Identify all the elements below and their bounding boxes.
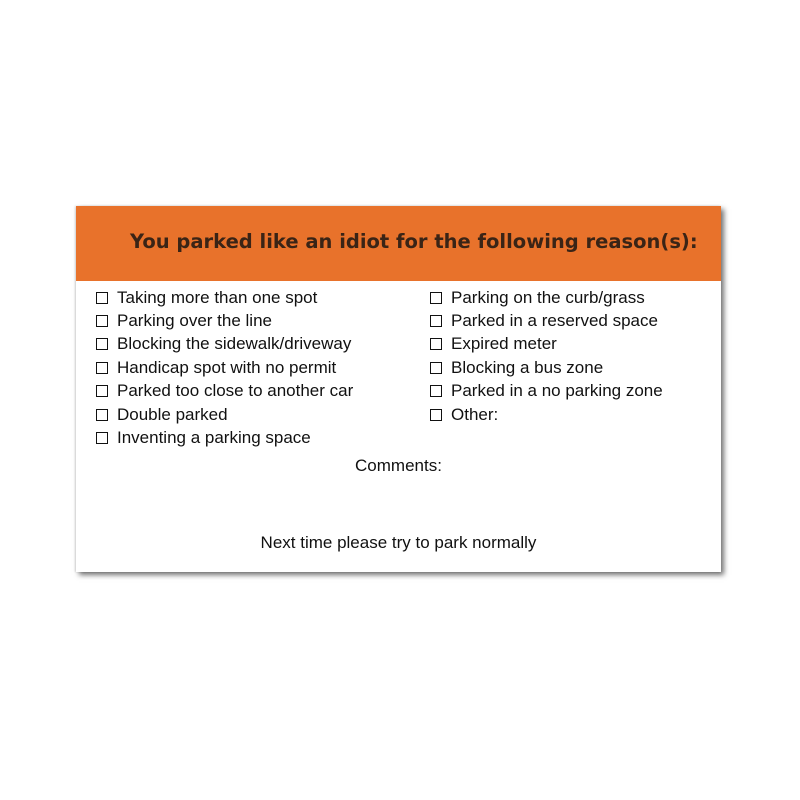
reasons-right-column bbox=[430, 286, 663, 426]
checkbox[interactable] bbox=[96, 409, 108, 421]
reason-item[interactable] bbox=[96, 309, 353, 332]
reason-item[interactable] bbox=[430, 380, 663, 403]
reason-label: Expired meter bbox=[451, 334, 557, 354]
reason-label: Blocking a bus zone bbox=[451, 357, 604, 377]
reason-label: Parked in a reserved space bbox=[451, 311, 658, 331]
checkbox[interactable] bbox=[430, 315, 442, 327]
checkbox[interactable] bbox=[96, 432, 108, 444]
reason-item[interactable] bbox=[430, 309, 663, 332]
checkbox[interactable] bbox=[430, 385, 442, 397]
checkbox[interactable] bbox=[430, 362, 442, 374]
reason-label: Parked in a no parking zone bbox=[451, 381, 663, 401]
reasons-left-column bbox=[96, 286, 353, 450]
reason-item[interactable] bbox=[96, 380, 353, 403]
card-title: You parked like an idiot for the following reason(s): bbox=[130, 230, 698, 253]
parking-ticket-card bbox=[76, 206, 721, 572]
reason-label: Parked too close to another car bbox=[117, 381, 354, 401]
checkbox[interactable] bbox=[96, 362, 108, 374]
checkbox[interactable] bbox=[96, 315, 108, 327]
reason-label: Handicap spot with no permit bbox=[117, 357, 337, 377]
footer-message: Next time please try to park normally bbox=[260, 533, 537, 552]
reason-label: Parking on the curb/grass bbox=[451, 287, 645, 307]
reason-item[interactable] bbox=[96, 356, 353, 379]
reason-item[interactable] bbox=[430, 333, 663, 356]
checkbox[interactable] bbox=[96, 385, 108, 397]
checkbox[interactable] bbox=[430, 292, 442, 304]
reason-label: Other: bbox=[451, 404, 499, 424]
reason-item[interactable] bbox=[96, 286, 353, 309]
checkbox[interactable] bbox=[430, 409, 442, 421]
checkbox[interactable] bbox=[96, 338, 108, 350]
reason-item[interactable] bbox=[96, 426, 353, 449]
reason-label: Double parked bbox=[117, 404, 228, 424]
reason-item[interactable] bbox=[96, 403, 353, 426]
reason-label: Parking over the line bbox=[117, 311, 272, 331]
reason-item[interactable] bbox=[430, 403, 663, 426]
comments-label: Comments: bbox=[355, 456, 442, 475]
card-header bbox=[76, 206, 721, 281]
reason-item[interactable] bbox=[430, 356, 663, 379]
reason-label: Inventing a parking space bbox=[117, 428, 311, 448]
checkbox[interactable] bbox=[430, 338, 442, 350]
reason-item[interactable] bbox=[430, 286, 663, 309]
reason-item[interactable] bbox=[96, 333, 353, 356]
checkbox[interactable] bbox=[96, 292, 108, 304]
reason-label: Taking more than one spot bbox=[117, 287, 318, 307]
reason-label: Blocking the sidewalk/driveway bbox=[117, 334, 352, 354]
